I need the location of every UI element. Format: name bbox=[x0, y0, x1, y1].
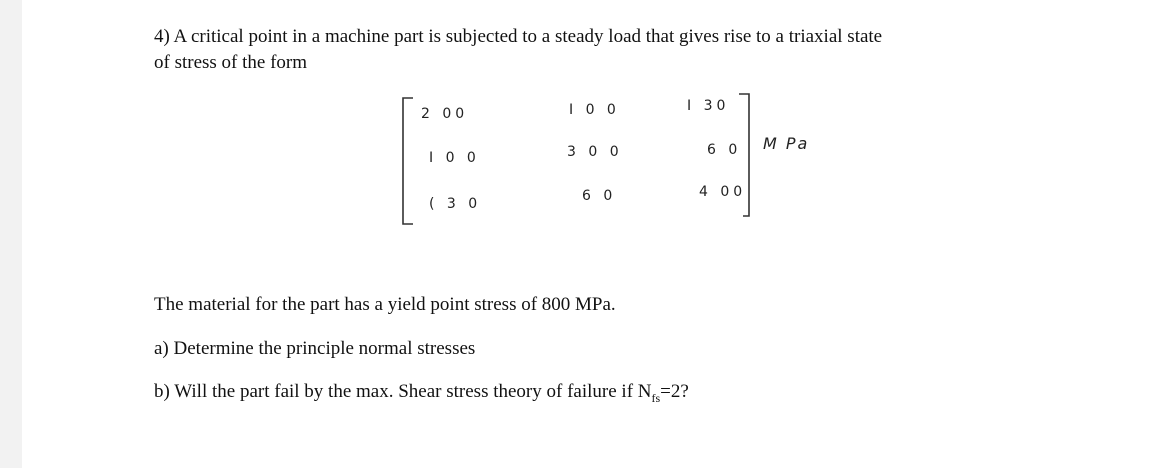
handwritten-stress-matrix bbox=[377, 88, 827, 233]
matrix-cell-3-2: 6 0 bbox=[582, 188, 617, 204]
part-a-question: a) Determine the principle normal stresses bbox=[154, 338, 476, 359]
matrix-cell-1-3: I 30 bbox=[687, 98, 730, 114]
left-bracket bbox=[399, 96, 419, 226]
part-b-question bbox=[154, 381, 689, 406]
question-line-1: 4) A critical point in a machine part is subjected to a steady load that gives rise to a triaxial state bbox=[154, 26, 883, 47]
matrix-unit: M Pa bbox=[763, 134, 810, 153]
part-b-tail: =2? bbox=[660, 381, 689, 402]
matrix-cell-2-2: 3 0 0 bbox=[567, 144, 623, 160]
matrix-cell-1-2: I 0 0 bbox=[569, 102, 620, 118]
matrix-cell-2-1: I 0 0 bbox=[429, 150, 480, 166]
part-b-subscript: fs bbox=[651, 390, 661, 405]
matrix-cell-2-3: 6 0 bbox=[707, 142, 742, 158]
yield-stress-statement: The material for the part has a yield point stress of 800 MPa. bbox=[154, 294, 616, 315]
matrix-cell-3-1: ( 3 0 bbox=[429, 196, 482, 212]
part-b-text: b) Will the part fail by the max. Shear stress theory of failure if N bbox=[154, 381, 652, 402]
right-bracket bbox=[737, 92, 757, 222]
document-page bbox=[22, 0, 1170, 468]
matrix-cell-1-1: 2 00 bbox=[421, 106, 469, 122]
matrix-cell-3-3: 4 00 bbox=[699, 184, 747, 200]
question-line-2: of stress of the form bbox=[154, 52, 308, 73]
